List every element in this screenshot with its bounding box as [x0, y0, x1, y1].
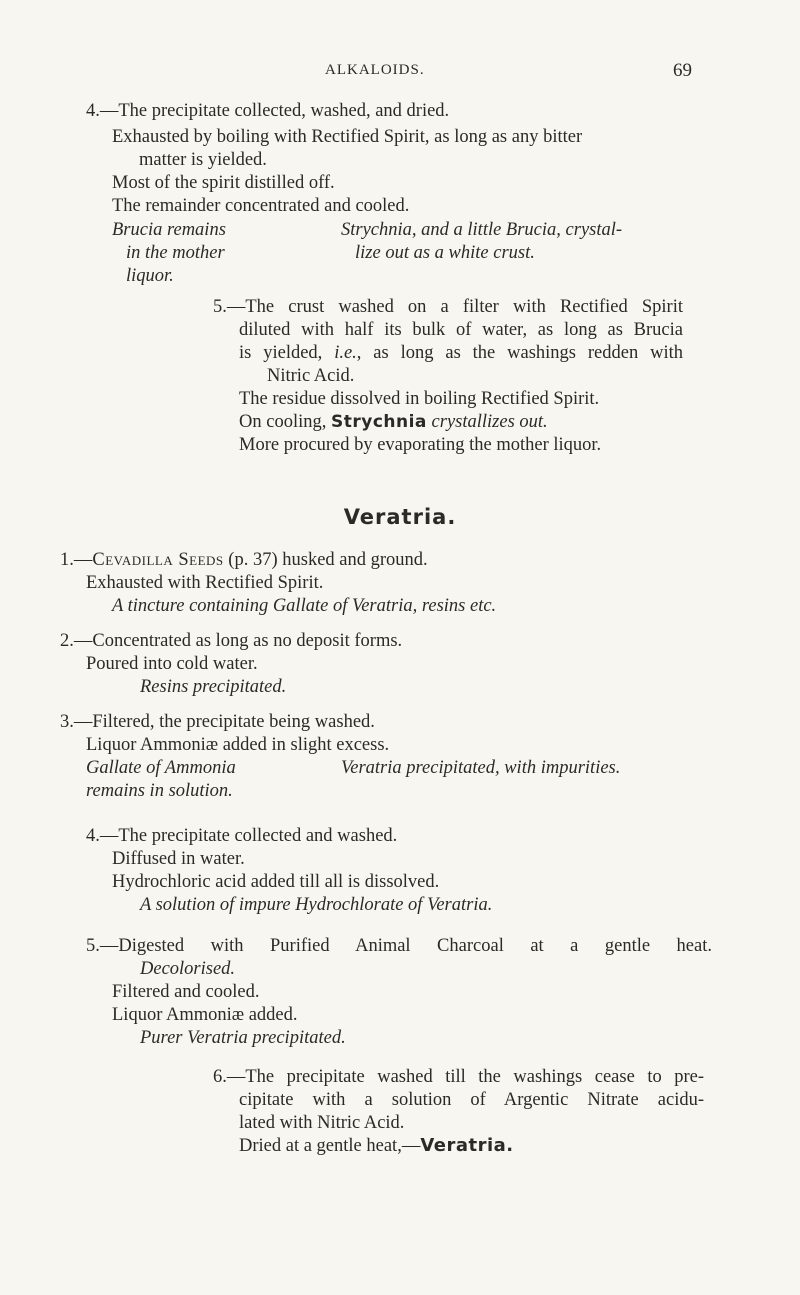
result-left: in the mother — [126, 243, 225, 263]
source-name: Cevadilla Seeds — [92, 550, 224, 570]
result-left: remains in solution. — [86, 781, 233, 801]
step-text: More procured by evaporating the mother liquor. — [239, 435, 602, 455]
step-text: Filtered, the precipitate being washed. — [92, 712, 375, 732]
product-name: Veratria. — [420, 1135, 514, 1156]
result-right: Veratria precipitated, with impurities. — [341, 758, 621, 778]
step-result: Decolorised. — [140, 959, 236, 979]
step-text: Poured into cold water. — [86, 654, 258, 674]
step-text: The precipitate collected, washed, and dried. — [118, 101, 450, 121]
step-number: 5.— — [86, 936, 119, 956]
step-text: Liquor Ammoniæ added. — [112, 1005, 298, 1025]
result-left: liquor. — [126, 266, 174, 286]
step-result: A tincture containing Gallate of Veratria, resins etc. — [112, 596, 497, 616]
running-head-title: ALKALOIDS. — [325, 62, 425, 78]
step-number: 1.— — [60, 550, 93, 570]
step-text: Diffused in water. — [112, 849, 245, 869]
step-result: A solution of impure Hydrochlorate of Veratria. — [140, 895, 493, 915]
step-text: The residue dissolved in boiling Rectified Spirit. — [239, 389, 600, 409]
step-number: 4.— — [86, 826, 119, 846]
ie-abbrev: i.e. — [334, 343, 357, 363]
step-text: Exhausted by boiling with Rectified Spirit, as long as any bitter — [112, 127, 583, 147]
step-number: 5.— — [213, 297, 246, 317]
step-text: matter is yielded. — [139, 150, 267, 170]
step-text: Most of the spirit distilled off. — [112, 173, 335, 193]
result-right: lize out as a white crust. — [355, 243, 535, 263]
step-text: The crust washed on a filter with Rectified Spirit — [245, 297, 683, 317]
step-number: 4.— — [86, 101, 119, 121]
step-text: Liquor Ammoniæ added in slight excess. — [86, 735, 390, 755]
step-number: 3.— — [60, 712, 93, 732]
step-text: Hydrochloric acid added till all is dissolved. — [112, 872, 440, 892]
product-name: Strychnia — [330, 412, 427, 432]
result-left: Gallate of Ammonia — [86, 758, 236, 778]
step-text: Nitric Acid. — [267, 366, 355, 386]
result-left: Brucia remains — [112, 220, 226, 240]
section-title: Veratria. — [343, 505, 457, 529]
step-text: Digested with Purified Animal Charcoal at a gentle heat. — [118, 936, 712, 956]
step-text: Concentrated as long as no deposit forms. — [92, 631, 403, 651]
step-result: Purer Veratria precipitated. — [140, 1028, 346, 1048]
step-text: lated with Nitric Acid. — [239, 1113, 405, 1133]
result-right: Strychnia, and a little Brucia, crystal- — [341, 220, 623, 240]
running-head — [0, 60, 800, 86]
step-number: 2.— — [60, 631, 93, 651]
book-page: ALKALOIDS. 69 4.—The precipitate collected, washed, and dried. Exhausted by boiling with Rectified Spirit, as long as any bitter matter is yielded. Most of the spirit distilled off. The remainder concentrated and cooled. Brucia remains in the mother liquor. Strychnia, and a little Brucia, crystal- lize out as a white crust. 5.—The crust washed on a filter with Rectified Spirit diluted with half its bulk of water, as long as Brucia is yielded, i.e., as long as the washings redden with Nitric Acid. The residue dissolved in boiling Rectified Spirit. On cooling, Strychnia crystallizes out. More procured by evaporating the mother liquor. Veratria. 1.—Cevadilla Seeds (p. 37) husked and ground. Exhausted with Rectified Spirit. A tincture containing Gallate of Veratria, resins etc. 2.—Concentrated as long as no deposit forms. Poured into cold water. Resins precipitated. 3.—Filtered, the precipitate being washed. Liquor Ammoniæ added in slight excess. Gallate of Ammonia remains in solution. Veratria precipitated, with impurities. 4.—The precipitate collected and washed. Diffused in water. Hydrochloric acid added till all is dissolved. A solution of impure Hydrochlorate of Veratria. 5.—Digested with Purified Animal Charcoal at a gentle heat. Decolorised. Filtered and cooled. Liquor Ammoniæ added. Purer Veratria precipitated. 6.—The precipitate washed till the washings cease to pre- cipitate with a solution of Argentic Nitrate acidu- lated with Nitric Acid. Dried at a gentle heat,—Veratria. — [0, 0, 800, 1295]
step-number: 6.— — [213, 1067, 246, 1087]
step-text: diluted with half its bulk of water, as long as Brucia — [239, 320, 683, 340]
step-text: Exhausted with Rectified Spirit. — [86, 573, 324, 593]
step-text: The precipitate collected and washed. — [118, 826, 398, 846]
step-text: Filtered and cooled. — [112, 982, 260, 1002]
step-text: The precipitate washed till the washings cease to pre- — [245, 1067, 704, 1087]
page-number: 69 — [673, 60, 692, 81]
step-text: cipitate with a solution of Argentic Nitrate acidu- — [239, 1090, 704, 1110]
step-text: The remainder concentrated and cooled. — [112, 196, 410, 216]
step-result: Resins precipitated. — [140, 677, 287, 697]
